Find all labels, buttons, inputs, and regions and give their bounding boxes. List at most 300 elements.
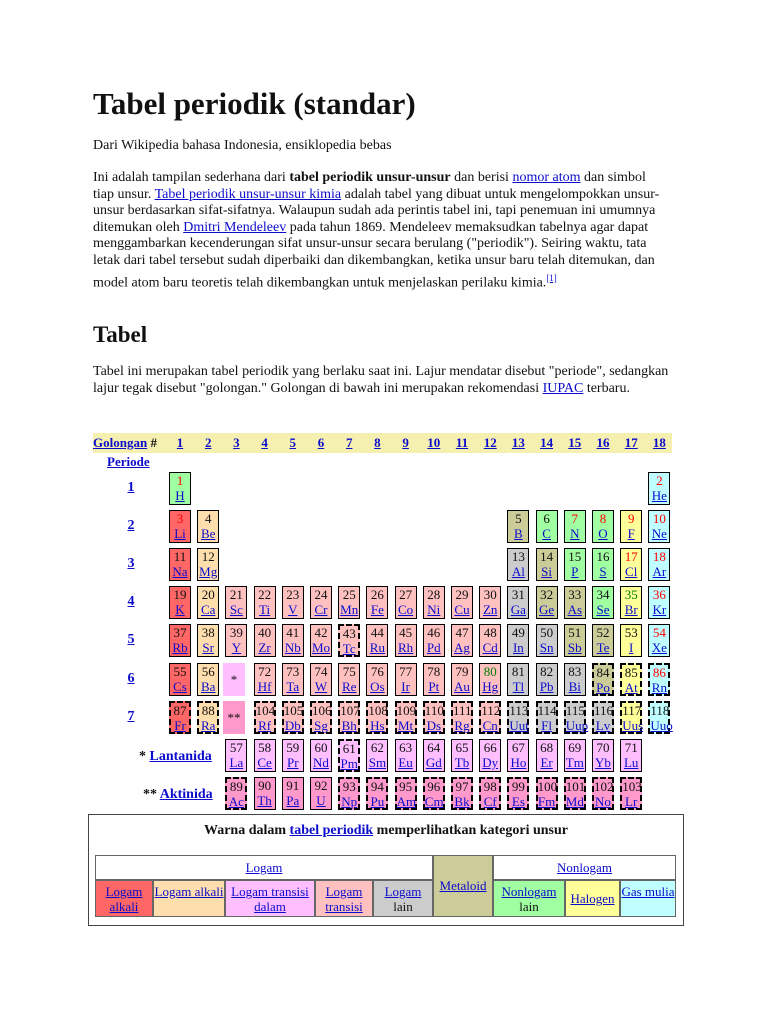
element-symbol-link[interactable]: Ds bbox=[426, 717, 442, 733]
group-number-16[interactable]: 16 bbox=[596, 435, 610, 450]
period-number-2[interactable]: 2 bbox=[127, 518, 135, 534]
atomic-number: 26 bbox=[370, 587, 384, 603]
element-symbol-link[interactable]: Hs bbox=[370, 717, 385, 733]
element-symbol-link[interactable]: Eu bbox=[398, 755, 413, 770]
atomic-number: 37 bbox=[173, 625, 187, 641]
element-symbol-link[interactable]: Tl bbox=[512, 678, 525, 694]
element-symbol-link[interactable]: In bbox=[512, 640, 524, 656]
atomic-number: 70 bbox=[596, 740, 610, 755]
element-symbol-link[interactable]: Ti bbox=[259, 602, 271, 618]
element-symbol-link[interactable]: Bh bbox=[341, 717, 357, 733]
atomic-number: 28 bbox=[427, 587, 441, 603]
element-ta bbox=[282, 663, 304, 696]
link-gas-mulia[interactable]: Gas mulia bbox=[621, 884, 675, 899]
period-number-3[interactable]: 3 bbox=[127, 556, 135, 572]
element-symbol-link[interactable]: Si bbox=[541, 564, 553, 580]
atomic-number: 100 bbox=[537, 779, 558, 794]
element-li bbox=[169, 510, 191, 543]
element-lr bbox=[620, 777, 642, 810]
link-periode[interactable]: Periode bbox=[107, 454, 150, 469]
atomic-number: 58 bbox=[258, 740, 272, 755]
element-symbol-link[interactable]: No bbox=[595, 794, 611, 809]
atomic-number: 98 bbox=[483, 779, 497, 794]
element-symbol-link[interactable]: U bbox=[316, 793, 326, 808]
aktinida-star: ** bbox=[143, 787, 160, 802]
element-md bbox=[564, 777, 586, 810]
tabel-text: Tabel ini merupakan tabel periodik yang berlaku saat ini. Lajur mendatar disebut "periode", sedangkan lajur tegak disebut "golongan." Golongan di bawah ini merupakan rekomendasi bbox=[93, 364, 669, 396]
atomic-number: 88 bbox=[201, 702, 215, 718]
element-ac bbox=[225, 777, 247, 810]
element-symbol-link[interactable]: Sb bbox=[567, 640, 582, 656]
atomic-number: 14 bbox=[540, 549, 554, 565]
period-number-4[interactable]: 4 bbox=[127, 594, 135, 610]
element-symbol-link[interactable]: C bbox=[542, 526, 551, 542]
legend-logam-transisi bbox=[315, 880, 373, 917]
legend-gas-mulia bbox=[620, 880, 676, 917]
atomic-number: 21 bbox=[229, 587, 243, 603]
atomic-number: 15 bbox=[568, 549, 582, 565]
element-symbol-link[interactable]: Co bbox=[398, 602, 414, 618]
element-symbol-link[interactable]: Sm bbox=[368, 755, 387, 770]
element-b bbox=[507, 510, 529, 543]
group-number-13[interactable]: 13 bbox=[511, 435, 525, 450]
element-symbol-link[interactable]: Au bbox=[454, 678, 470, 694]
element-symbol-link[interactable]: Pd bbox=[426, 640, 441, 656]
legend-title-text: Warna dalam bbox=[203, 823, 290, 838]
element-sm bbox=[366, 739, 388, 772]
element-symbol-link[interactable]: K bbox=[175, 602, 185, 618]
element-symbol-link[interactable]: N bbox=[570, 526, 580, 542]
element-symbol-link[interactable]: Nd bbox=[313, 755, 329, 770]
group-number-8[interactable]: 8 bbox=[374, 435, 381, 450]
element-symbol-link[interactable]: Mo bbox=[311, 640, 331, 656]
atomic-number: 99 bbox=[511, 779, 525, 794]
element-symbol-link[interactable]: Se bbox=[596, 602, 610, 618]
element-uus bbox=[620, 701, 642, 734]
group-number-14[interactable]: 14 bbox=[540, 435, 554, 450]
element-in bbox=[507, 624, 529, 657]
element-symbol-link[interactable]: Po bbox=[596, 679, 610, 695]
element-symbol-link[interactable]: Mt bbox=[398, 717, 414, 733]
element-tl bbox=[507, 663, 529, 696]
element-os bbox=[366, 663, 388, 696]
atomic-number: 117 bbox=[622, 702, 642, 718]
element-symbol-link[interactable]: Uus bbox=[622, 717, 644, 733]
atomic-number: 17 bbox=[624, 549, 638, 565]
element-symbol-link[interactable]: V bbox=[288, 602, 298, 618]
element-symbol-link[interactable]: Pb bbox=[539, 678, 554, 694]
link-halogen[interactable]: Halogen bbox=[570, 891, 615, 906]
element-rg bbox=[451, 701, 473, 734]
element-symbol-link[interactable]: P bbox=[571, 564, 579, 580]
element-symbol-link[interactable]: Ar bbox=[652, 564, 667, 580]
element-symbol-link[interactable]: Bk bbox=[454, 794, 470, 809]
element-symbol-link[interactable]: At bbox=[624, 679, 638, 695]
link-logam-lain[interactable]: Logam bbox=[384, 884, 422, 899]
atomic-number: 16 bbox=[596, 549, 610, 565]
legend-metaloid bbox=[433, 855, 493, 917]
atomic-number: 78 bbox=[427, 663, 441, 679]
element-symbol-link[interactable]: Np bbox=[341, 794, 358, 809]
element-y bbox=[225, 624, 247, 657]
element-symbol-link[interactable]: S bbox=[599, 564, 607, 580]
page-title: Tabel periodik (standar) bbox=[93, 86, 416, 121]
atomic-number: 66 bbox=[483, 740, 497, 755]
element-db bbox=[282, 701, 304, 734]
atomic-number: 85 bbox=[624, 664, 638, 680]
element-sb bbox=[564, 624, 586, 657]
atomic-number: 74 bbox=[314, 663, 328, 679]
element-mo bbox=[310, 624, 332, 657]
element-si bbox=[536, 548, 558, 581]
element-symbol-link[interactable]: Ho bbox=[510, 755, 527, 770]
element-symbol-link[interactable]: Hg bbox=[482, 678, 499, 694]
element-s bbox=[592, 548, 614, 581]
atomic-number: 86 bbox=[652, 664, 666, 680]
element-symbol-link[interactable]: Ni bbox=[427, 602, 441, 618]
element-kr bbox=[648, 586, 670, 619]
element-symbol-link[interactable]: Pm bbox=[340, 756, 358, 771]
element-symbol-link[interactable]: Ir bbox=[401, 678, 410, 694]
element-symbol-link[interactable]: Re bbox=[341, 678, 357, 694]
element-symbol-link[interactable]: Zr bbox=[258, 640, 271, 656]
element-re bbox=[338, 663, 360, 696]
atomic-number: 105 bbox=[283, 702, 304, 718]
atomic-number: 36 bbox=[652, 587, 666, 603]
element-symbol-link[interactable]: Sn bbox=[539, 640, 554, 656]
group-number-6[interactable]: 6 bbox=[317, 435, 325, 450]
element-symbol-link[interactable]: Fl bbox=[541, 717, 553, 733]
element-symbol-link[interactable]: Db bbox=[284, 717, 301, 733]
atomic-number: 18 bbox=[652, 549, 666, 565]
element-po bbox=[592, 663, 614, 696]
element-symbol-link[interactable]: Nb bbox=[284, 640, 301, 656]
element-i bbox=[620, 624, 642, 657]
element-te bbox=[592, 624, 614, 657]
element-symbol-link[interactable]: Ba bbox=[200, 678, 216, 694]
link-logam-transisi-dalam[interactable]: Logam transisi dalam bbox=[231, 884, 309, 914]
element-symbol-link[interactable]: Cd bbox=[482, 640, 498, 656]
element-symbol-link[interactable]: Cm bbox=[424, 794, 444, 809]
element-symbol-link[interactable]: Rh bbox=[398, 640, 414, 656]
element-u bbox=[310, 777, 332, 810]
element-yb bbox=[592, 739, 614, 772]
element-gd bbox=[423, 739, 445, 772]
element-symbol-link[interactable]: Uuo bbox=[650, 717, 673, 733]
element-bh bbox=[338, 701, 360, 734]
group-number-11[interactable]: 11 bbox=[455, 435, 469, 450]
element-symbol-link[interactable]: Y bbox=[231, 640, 242, 656]
atomic-number: 1 bbox=[176, 473, 184, 488]
element-symbol-link[interactable]: Pr bbox=[287, 755, 299, 770]
atomic-number: 106 bbox=[312, 702, 332, 718]
element-symbol-link[interactable]: Sg bbox=[314, 717, 328, 733]
atomic-number: 115 bbox=[565, 702, 585, 718]
element-symbol-link[interactable]: Gd bbox=[425, 755, 442, 770]
atomic-number: 111 bbox=[453, 702, 472, 718]
periode-label bbox=[107, 454, 150, 470]
atomic-number: 93 bbox=[342, 779, 356, 794]
atomic-number: 11 bbox=[173, 549, 187, 565]
element-symbol-link[interactable]: Lr bbox=[625, 794, 638, 809]
element-na bbox=[169, 548, 191, 581]
element-symbol-link[interactable]: He bbox=[651, 488, 667, 503]
element-symbol-link[interactable]: Er bbox=[540, 755, 553, 770]
atomic-number: 35 bbox=[624, 587, 638, 603]
element-cm bbox=[423, 777, 445, 810]
element-symbol-link[interactable]: Ru bbox=[369, 640, 385, 656]
atomic-number: 55 bbox=[173, 663, 187, 679]
element-symbol-link[interactable]: Br bbox=[624, 602, 638, 618]
atomic-number: 13 bbox=[511, 549, 525, 565]
element-cf bbox=[479, 777, 501, 810]
element-symbol-link[interactable]: Ac bbox=[228, 794, 244, 809]
element-fl bbox=[536, 701, 558, 734]
element-nd bbox=[310, 739, 332, 772]
element-symbol-link[interactable]: Mg bbox=[199, 564, 218, 580]
element-symbol-link[interactable]: Sc bbox=[229, 602, 243, 618]
intro-text: pada tahun 1869. Mendeleev memaksudkan tabelnya agar dapat menggambarkan kecenderungan sifat unsur-unsur secara berulang ("periodik"). Seiring waktu, tata letak dari tabel tersebut sudah diperbaiki dan dikembangkan, ketika unsur baru telah ditemukan, dan model atom baru teoretis telah dikembangkan untuk menjelaskan perilaku kimia. bbox=[93, 219, 655, 291]
atomic-number: 90 bbox=[258, 778, 272, 793]
link-iupac[interactable]: IUPAC bbox=[542, 380, 584, 396]
atomic-number: 65 bbox=[455, 740, 469, 755]
element-co bbox=[395, 586, 417, 619]
element-symbol-link[interactable]: Rn bbox=[651, 679, 667, 695]
element-symbol-link[interactable]: Ge bbox=[539, 602, 555, 618]
group-number-2[interactable]: 2 bbox=[204, 435, 212, 450]
atomic-number: 81 bbox=[511, 663, 525, 679]
element-symbol-link[interactable]: Ra bbox=[200, 717, 216, 733]
element-symbol-link[interactable]: I bbox=[629, 640, 634, 656]
link-aktinida[interactable]: Aktinida bbox=[159, 787, 213, 802]
element-symbol-link[interactable]: Li bbox=[174, 526, 186, 542]
lantanida-star: * bbox=[139, 749, 150, 764]
link-nonlogam-lain[interactable]: Nonlogam bbox=[501, 884, 557, 899]
element-symbol-link[interactable]: Be bbox=[200, 526, 216, 542]
group-number-3[interactable]: 3 bbox=[233, 435, 240, 450]
link-tabel-periodik[interactable]: tabel periodik bbox=[289, 823, 374, 838]
group-number-15[interactable]: 15 bbox=[568, 435, 582, 450]
element-symbol-link[interactable]: Am bbox=[396, 794, 417, 809]
group-number-5[interactable]: 5 bbox=[289, 435, 297, 450]
element-symbol-link[interactable]: Zn bbox=[482, 602, 498, 618]
element-symbol-link[interactable]: Es bbox=[511, 794, 525, 809]
element-sr bbox=[197, 624, 219, 657]
link-dmitri-mendeleev[interactable]: Dmitri Mendeleev bbox=[183, 219, 287, 235]
element-symbol-link[interactable]: F bbox=[627, 526, 635, 542]
element-es bbox=[507, 777, 529, 810]
group-number-12[interactable]: 12 bbox=[483, 435, 497, 450]
element-symbol-link[interactable]: Cn bbox=[482, 717, 498, 733]
element-symbol-link[interactable]: Te bbox=[596, 640, 610, 656]
link-metaloid[interactable]: Metaloid bbox=[439, 878, 487, 893]
atomic-number: 84 bbox=[596, 664, 610, 680]
element-symbol-link[interactable]: Rf bbox=[258, 717, 272, 733]
element-symbol-link[interactable]: Pa bbox=[286, 793, 300, 808]
link-tabel-periodik-kimia[interactable]: Tabel periodik unsur-unsur kimia bbox=[154, 186, 342, 202]
group-number-17[interactable]: 17 bbox=[624, 435, 638, 450]
element-at bbox=[620, 663, 642, 696]
period-number-1[interactable]: 1 bbox=[127, 480, 135, 495]
element-symbol-link[interactable]: Fm bbox=[537, 794, 556, 809]
group-number-1[interactable]: 1 bbox=[176, 435, 184, 450]
element-symbol-link[interactable]: Cf bbox=[483, 794, 497, 809]
atomic-number: 42 bbox=[314, 625, 328, 641]
link-logam-alkali[interactable]: Logam alkali bbox=[105, 884, 143, 914]
element-symbol-link[interactable]: Ne bbox=[651, 526, 667, 542]
nonlogam-lain-text: lain bbox=[519, 899, 539, 914]
element-symbol-link[interactable]: Fe bbox=[370, 602, 384, 618]
element-symbol-link[interactable]: Yb bbox=[595, 755, 611, 770]
atomic-number: 114 bbox=[537, 702, 557, 718]
element-symbol-link[interactable]: Tb bbox=[454, 755, 470, 770]
element-symbol-link[interactable]: Cu bbox=[454, 602, 470, 618]
element-ar bbox=[648, 548, 670, 581]
element-symbol-link[interactable]: Lu bbox=[623, 755, 639, 770]
atomic-number: 104 bbox=[255, 702, 276, 718]
element-symbol-link[interactable]: O bbox=[598, 526, 608, 542]
element-symbol-link[interactable]: Rb bbox=[172, 640, 188, 656]
element-o bbox=[592, 510, 614, 543]
element-symbol-link[interactable]: Ta bbox=[286, 678, 300, 694]
element-symbol-link[interactable]: Tm bbox=[565, 755, 584, 770]
element-au bbox=[451, 663, 473, 696]
element-symbol-link[interactable]: Rg bbox=[454, 717, 470, 733]
element-symbol-link[interactable]: Tc bbox=[342, 641, 356, 657]
link-logam-alkali-tanah[interactable]: Logam alkali bbox=[154, 884, 224, 899]
element-symbol-link[interactable]: W bbox=[314, 678, 328, 694]
element-symbol-link[interactable]: Ga bbox=[510, 602, 526, 618]
element-symbol-link[interactable]: Uut bbox=[509, 717, 529, 733]
element-symbol-link[interactable]: H bbox=[175, 488, 185, 503]
group-number-4[interactable]: 4 bbox=[261, 435, 268, 450]
atomic-number: 91 bbox=[286, 778, 300, 793]
atomic-number: 24 bbox=[314, 587, 328, 603]
element-symbol-link[interactable]: Cr bbox=[314, 602, 328, 618]
element-symbol-link[interactable]: Na bbox=[172, 564, 188, 580]
element-lv bbox=[592, 701, 614, 734]
element-h bbox=[169, 472, 191, 505]
atomic-number: 62 bbox=[370, 740, 384, 755]
link-nonlogam[interactable]: Nonlogam bbox=[557, 860, 612, 875]
element-pu bbox=[366, 777, 388, 810]
element-ne bbox=[648, 510, 670, 543]
link-nomor-atom[interactable]: nomor atom bbox=[512, 170, 581, 185]
legend-logam-lain bbox=[373, 880, 433, 917]
element-ti bbox=[254, 586, 276, 619]
legend-nonlogam-lain bbox=[493, 880, 565, 917]
atomic-number: 53 bbox=[624, 625, 638, 641]
element-symbol-link[interactable]: Hf bbox=[257, 678, 272, 694]
element-tb bbox=[451, 739, 473, 772]
atomic-number: 2 bbox=[656, 473, 663, 488]
element-ir bbox=[395, 663, 417, 696]
element-symbol-link[interactable]: Fr bbox=[174, 717, 186, 733]
element-ag bbox=[451, 624, 473, 657]
element-symbol-link[interactable]: Uup bbox=[565, 717, 589, 733]
element-n bbox=[564, 510, 586, 543]
element-c bbox=[536, 510, 558, 543]
atomic-number: 63 bbox=[399, 740, 413, 755]
periodic-table bbox=[93, 433, 672, 823]
element-nb bbox=[282, 624, 304, 657]
element-eu bbox=[395, 739, 417, 772]
atomic-number: 25 bbox=[342, 587, 356, 603]
group-number-7[interactable]: 7 bbox=[345, 435, 353, 450]
legend-logam-alkali bbox=[95, 880, 153, 917]
element-he bbox=[648, 472, 670, 505]
element-symbol-link[interactable]: Dy bbox=[482, 755, 499, 770]
atomic-number: 47 bbox=[455, 625, 469, 641]
element-symbol-link[interactable]: La bbox=[229, 755, 244, 770]
link-logam-transisi[interactable]: Logam transisi bbox=[325, 884, 363, 914]
link-golongan[interactable]: Golongan bbox=[93, 435, 148, 450]
group-number-10[interactable]: 10 bbox=[427, 435, 441, 450]
element-symbol-link[interactable]: Ca bbox=[200, 602, 216, 618]
atomic-number: 92 bbox=[314, 778, 328, 793]
atomic-number: 52 bbox=[596, 625, 610, 641]
element-symbol-link[interactable]: Th bbox=[257, 793, 272, 808]
period-number-6[interactable]: 6 bbox=[127, 670, 135, 686]
element-symbol-link[interactable]: Kr bbox=[652, 602, 667, 618]
period-number-7[interactable]: 7 bbox=[127, 708, 135, 724]
element-cl bbox=[620, 548, 642, 581]
element-k bbox=[169, 586, 191, 619]
link-lantanida[interactable]: Lantanida bbox=[149, 749, 212, 764]
element-hf bbox=[254, 663, 276, 696]
link-logam[interactable]: Logam bbox=[245, 860, 283, 875]
element-symbol-link[interactable]: Ag bbox=[454, 640, 470, 656]
element-symbol-link[interactable]: Lv bbox=[595, 717, 611, 733]
intro-paragraph bbox=[93, 170, 669, 292]
element-symbol-link[interactable]: Md bbox=[565, 794, 584, 809]
element-w bbox=[310, 663, 332, 696]
legend-halogen bbox=[565, 880, 620, 917]
atomic-number: 49 bbox=[511, 625, 525, 641]
element-ge bbox=[536, 586, 558, 619]
element-symbol-link[interactable]: Os bbox=[370, 678, 385, 694]
group-number-9[interactable]: 9 bbox=[402, 435, 409, 450]
legend-title-text: memperlihatkan kategori unsur bbox=[373, 823, 569, 838]
element-symbol-link[interactable]: B bbox=[514, 526, 523, 542]
element-symbol-link[interactable]: Bi bbox=[568, 678, 581, 694]
element-symbol-link[interactable]: Mn bbox=[340, 602, 359, 618]
intro-bold: tabel periodik unsur-unsur bbox=[289, 170, 451, 185]
atomic-number: 22 bbox=[258, 587, 272, 603]
golongan-label bbox=[93, 435, 157, 451]
element-symbol-link[interactable]: Pu bbox=[370, 794, 385, 809]
element-symbol-link[interactable]: Xe bbox=[651, 640, 667, 656]
element-sc bbox=[225, 586, 247, 619]
element-zn bbox=[479, 586, 501, 619]
element-symbol-link[interactable]: As bbox=[567, 602, 583, 618]
atomic-number: 19 bbox=[173, 587, 187, 603]
element-cd bbox=[479, 624, 501, 657]
element-symbol-link[interactable]: Pt bbox=[428, 678, 440, 694]
atomic-number: 30 bbox=[483, 587, 497, 603]
element-symbol-link[interactable]: Al bbox=[511, 564, 525, 580]
atomic-number: 33 bbox=[568, 587, 582, 603]
atomic-number: 4 bbox=[204, 511, 212, 527]
element-symbol-link[interactable]: Ce bbox=[257, 755, 272, 770]
atomic-number: 27 bbox=[399, 587, 413, 603]
group-number-18[interactable]: 18 bbox=[652, 435, 666, 450]
element-symbol-link[interactable]: Sr bbox=[202, 640, 214, 656]
reference-link[interactable]: [1] bbox=[546, 272, 557, 283]
element-symbol-link[interactable]: Cs bbox=[173, 678, 187, 694]
element-symbol-link[interactable]: Cl bbox=[625, 564, 638, 580]
period-number-5[interactable]: 5 bbox=[127, 632, 135, 648]
